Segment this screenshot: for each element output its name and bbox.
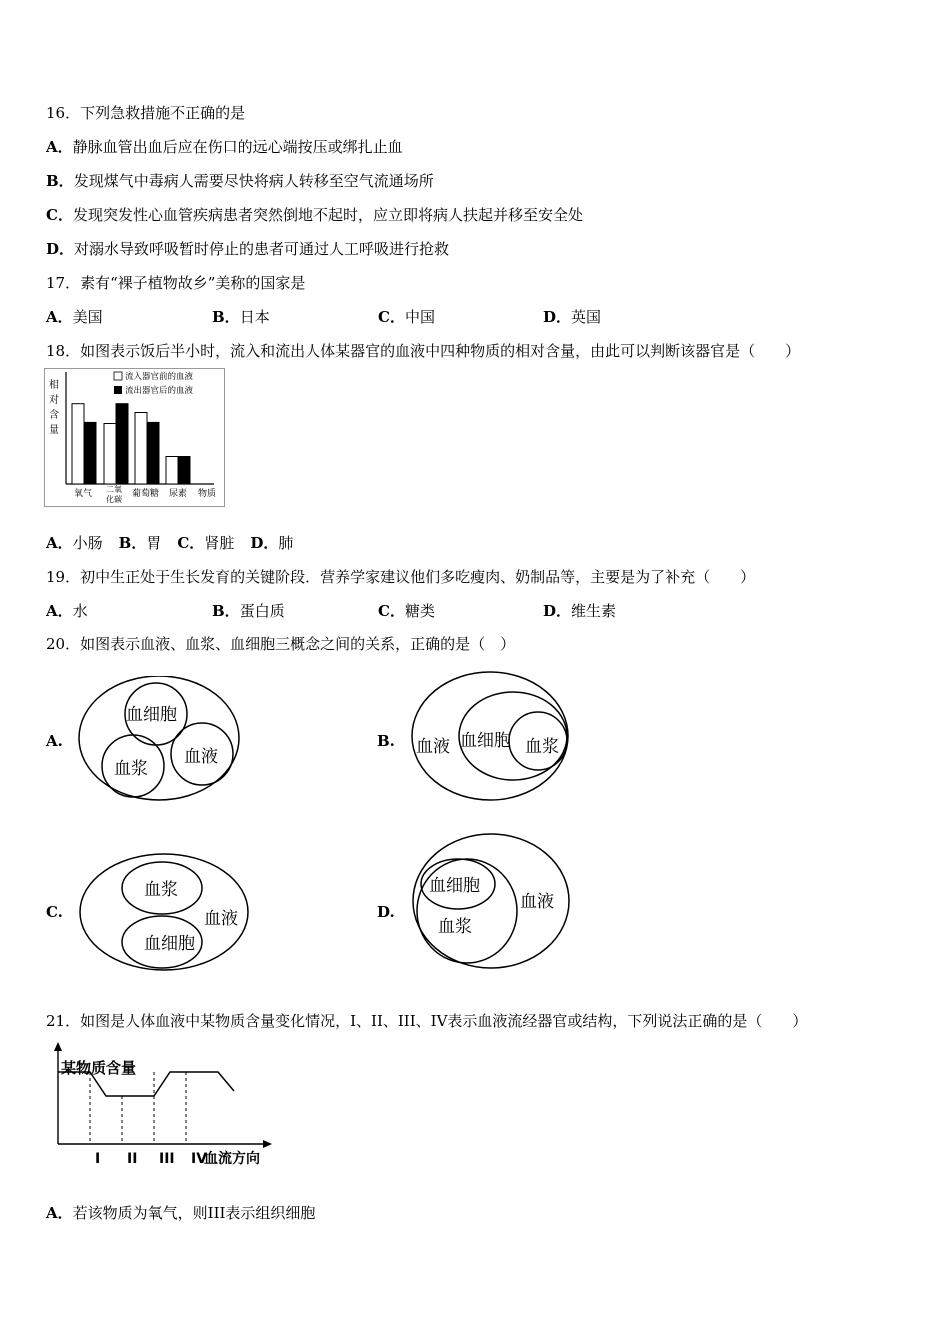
bar-after-1 [116, 404, 128, 484]
region-labels [95, 1151, 207, 1167]
y-label [49, 378, 59, 436]
legend-swatch-before [114, 372, 122, 380]
q20-diagram-a [76, 676, 246, 806]
text-cell: 血细胞 [144, 934, 195, 954]
legend-swatch-after [114, 386, 122, 394]
region-label-0: I [95, 1151, 101, 1167]
text-plasma: 血浆 [525, 737, 559, 757]
text-cell: 血细胞 [429, 876, 480, 896]
legend [114, 371, 194, 396]
q16-option-d: D．对溺水导致呼吸暂时停止的患者可通过人工呼吸进行抢救 [46, 240, 450, 258]
text-cell: 血细胞 [126, 705, 177, 725]
q16-stem: 16．下列急救措施不正确的是 [46, 104, 246, 122]
text-blood: 血液 [184, 747, 218, 767]
y-label-char: 含 [49, 410, 59, 421]
bar-before-0 [72, 404, 84, 484]
q21-line-chart [44, 1040, 276, 1170]
region-dividers [90, 1072, 186, 1144]
q18-option-a: A．小肠 [46, 534, 103, 552]
q19-option-c: C．糖类 [378, 602, 435, 620]
x-labels [74, 484, 216, 504]
text-blood: 血液 [520, 892, 554, 912]
q20-diagram-d [411, 832, 576, 972]
middle-ellipse [417, 859, 517, 963]
x-axis-arrow [263, 1140, 272, 1148]
q19-option-d: D．维生素 [543, 602, 617, 620]
legend-label-before: 流入器官前的血液 [125, 372, 194, 382]
q16-option-b: B．发现煤气中毒病人需要尽快将病人转移至空气流通场所 [46, 172, 434, 190]
q21-stem: 21．如图是人体血液中某物质含量变化情况，I、II、III、IV表示血液流经器官或结构，下列说法正确的是（ ） [46, 1012, 808, 1030]
q20-diagram-b [410, 670, 575, 804]
y-label-char: 对 [49, 395, 59, 406]
text-blood: 血液 [204, 909, 238, 929]
q18-bar-chart [44, 368, 226, 508]
x-label-co2-bottom: 化碳 [106, 495, 122, 504]
q17-option-c: C．中国 [378, 308, 435, 326]
x-axis-title: 血流方向 [204, 1151, 260, 1167]
text-cell: 血细胞 [460, 731, 511, 751]
y-label-char: 量 [49, 425, 59, 436]
q16-option-a: A．静脉血管出血后应在伤口的远心端按压或绑扎止血 [46, 138, 403, 156]
q17-option-d: D．英国 [543, 308, 602, 326]
x-axis-title: 物质 [198, 489, 217, 499]
x-label-co2-top: 二氧 [106, 485, 122, 494]
y-label-char: 相 [49, 380, 59, 391]
q18-options [46, 533, 293, 553]
q19-option-b: B．蛋白质 [212, 602, 285, 620]
bars [72, 404, 190, 484]
x-label-oxygen: 氧气 [74, 489, 93, 499]
bar-before-3 [166, 457, 178, 485]
text-plasma: 血浆 [144, 880, 178, 900]
q19-stem: 19．初中生正处于生长发育的关键阶段．营养学家建议他们多吃瘦肉、奶制品等，主要是为了补充（ ） [46, 568, 756, 586]
q20-diagram-c [78, 852, 253, 974]
q20-stem: 20．如图表示血液、血浆、血细胞三概念之间的关系，正确的是（ ） [46, 635, 516, 653]
q16-option-c: C．发现突发性心血管疾病患者突然倒地不起时，应立即将病人扶起并移至安全处 [46, 206, 583, 224]
text-blood: 血液 [416, 737, 450, 757]
bar-after-2 [147, 422, 159, 484]
y-axis-arrow [54, 1042, 62, 1051]
q20-label-c: C. [46, 903, 63, 921]
bar-before-2 [135, 413, 147, 485]
y-axis-title: 某物质含量 [61, 1059, 137, 1077]
x-label-urea: 尿素 [169, 489, 188, 499]
bar-before-1 [104, 424, 116, 485]
legend-label-after: 流出器官后的血液 [125, 386, 194, 396]
q20-label-b: B. [377, 732, 395, 750]
q20-label-d: D. [377, 903, 395, 921]
region-label-2: III [159, 1151, 175, 1167]
q18-stem: 18．如图表示饭后半小时，流入和流出人体某器官的血液中四种物质的相对含量，由此可以判断该器官是（ ） [46, 342, 801, 360]
x-label-glucose: 葡萄糖 [132, 489, 160, 499]
q21-option-a: A．若该物质为氧气，则III表示组织细胞 [46, 1204, 316, 1222]
text-plasma: 血浆 [114, 759, 148, 779]
q17-option-a: A．美国 [46, 308, 103, 326]
q17-option-b: B．日本 [212, 308, 270, 326]
text-plasma: 血浆 [438, 917, 472, 937]
q18-option-d: D．肺 [250, 534, 294, 552]
q18-option-b: B．胃 [118, 534, 162, 552]
region-label-3: IV [191, 1151, 208, 1167]
q18-option-c: C．肾脏 [177, 534, 235, 552]
region-label-1: II [127, 1151, 138, 1167]
q20-label-a: A. [46, 732, 63, 750]
bar-after-3 [178, 457, 190, 485]
bar-after-0 [84, 422, 96, 484]
q19-option-a: A．水 [46, 602, 88, 620]
q17-stem: 17．素有“裸子植物故乡”美称的国家是 [46, 274, 306, 292]
